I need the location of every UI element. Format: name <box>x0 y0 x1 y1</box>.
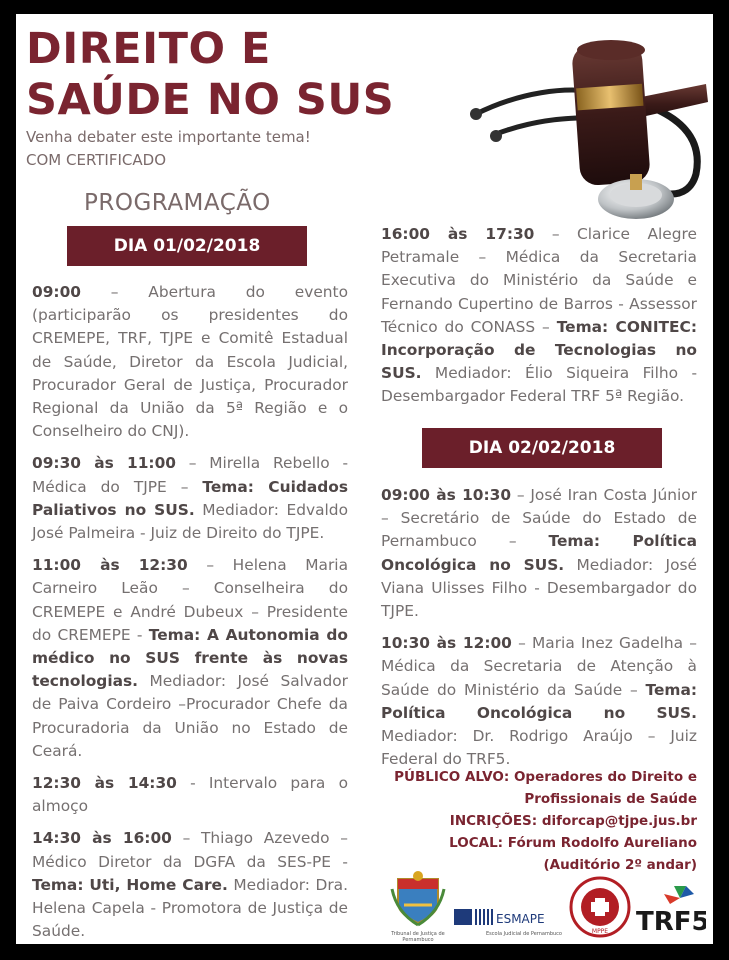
day2-schedule <box>381 484 697 780</box>
schedule-item-1430: 14:30 às 16:00 – Thiago Azevedo – Médico Diretor da DGFA da SES-PE - Tema: Uti, Home Care. Mediador: Dra. Helena Capela - Promotora de Justiça de Saúde. <box>32 829 348 941</box>
mppe-seal-icon <box>569 876 631 938</box>
schedule-item-0930: 09:30 às 11:00 – Mirella Rebello - Médica do TJPE – Tema: Cuidados Paliativos no SUS. Mediador: Edvaldo José Palmeira - Juiz de Direito do TJPE. <box>32 454 348 543</box>
day1-schedule-continued <box>381 223 697 418</box>
day2-banner: DIA 02/02/2018 <box>422 428 662 468</box>
publico-alvo-continued: Profissionais de Saúde <box>524 791 697 807</box>
day1-schedule <box>32 281 348 944</box>
schedule-item-1100: 11:00 às 12:30 – Helena Maria Carneiro Leão – Conselheira do CREMEPE e André Dubeux – Presidente do CREMEPE - Tema: A Autonomia do médico no SUS frente às novas tecnologias. Mediador: José Salvador de Paiva Cordeiro –Procurador Chefe da Procuradoria da União no Estado de Ceará. <box>32 556 349 760</box>
certificate-note: COM CERTIFICADO <box>26 151 167 169</box>
esmape-mark-icon <box>454 907 562 927</box>
event-title: DIREITO E SAÚDE NO SUS <box>26 24 395 125</box>
local-continued: (Auditório 2º andar) <box>543 857 697 873</box>
event-info <box>394 766 697 876</box>
schedule-item-1230: 12:30 às 14:30 - Intervalo para o almoço <box>32 774 348 816</box>
programacao-heading: PROGRAMAÇÃO <box>84 190 271 216</box>
inscricoes: INCRIÇÕES: diforcap@tjpe.jus.br <box>449 813 697 829</box>
schedule-item-0900: 09:00 – Abertura do evento (participarão os presidentes do CREMEPE, TRF, TJPE e Comitê Estadual de Saúde, Diretor da Escola Judicial, Procurador Geral de Justiça, Procurador Regional da União da 5ª Região e o Conselheiro do CNJ). <box>32 283 348 441</box>
trf5-logo <box>634 882 706 934</box>
esmape-logo: ESMAPE Escola Judicial de Pernambuco <box>454 907 562 935</box>
svg-text:ESMAPE: ESMAPE <box>496 912 545 926</box>
schedule-item-d2-0900: 09:00 às 10:30 – José Iran Costa Júnior – Secretário de Saúde do Estado de Pernambuco – Tema: Política Oncológica no SUS. Mediador: José Viana Ulisses Filho - Desembargador do TJPE. <box>381 486 697 621</box>
flyer <box>16 14 713 944</box>
tjpe-logo: Tribunal de Justiça de Pernambuco <box>390 869 446 939</box>
publico-alvo: PÚBLICO ALVO: Operadores do Direito e <box>394 769 697 785</box>
trf5-mark-icon <box>634 882 706 934</box>
svg-text:MPPE: MPPE <box>591 928 609 935</box>
gavel-stethoscope-illustration <box>456 24 713 224</box>
local: LOCAL: Fórum Rodolfo Aureliano <box>449 835 697 851</box>
schedule-item-d2-1030: 10:30 às 12:00 – Maria Inez Gadelha – Médica da Secretaria de Atenção à Saúde do Ministério da Saúde – Tema: Política Oncológica no SUS. Mediador: Dr. Rodrigo Araújo – Juiz Federal do TRF5. <box>381 634 697 769</box>
subtitle: Venha debater este importante tema! <box>26 128 311 146</box>
mppe-logo <box>569 876 631 938</box>
schedule-item-1600: 16:00 às 17:30 – Clarice Alegre Petramale – Médica da Secretaria Executiva do Ministério da Saúde e Fernando Cupertino de Barros - Assessor Técnico do CONASS – Tema: CONITEC: Incorporação de Tecnologias no SUS. Mediador: Élio Siqueira Filho - Desembargador Federal TRF 5ª Região. <box>381 225 698 406</box>
day1-banner: DIA 01/02/2018 <box>67 226 307 266</box>
svg-text:TRF5: TRF5 <box>636 907 706 934</box>
tjpe-crest-icon <box>390 869 446 927</box>
